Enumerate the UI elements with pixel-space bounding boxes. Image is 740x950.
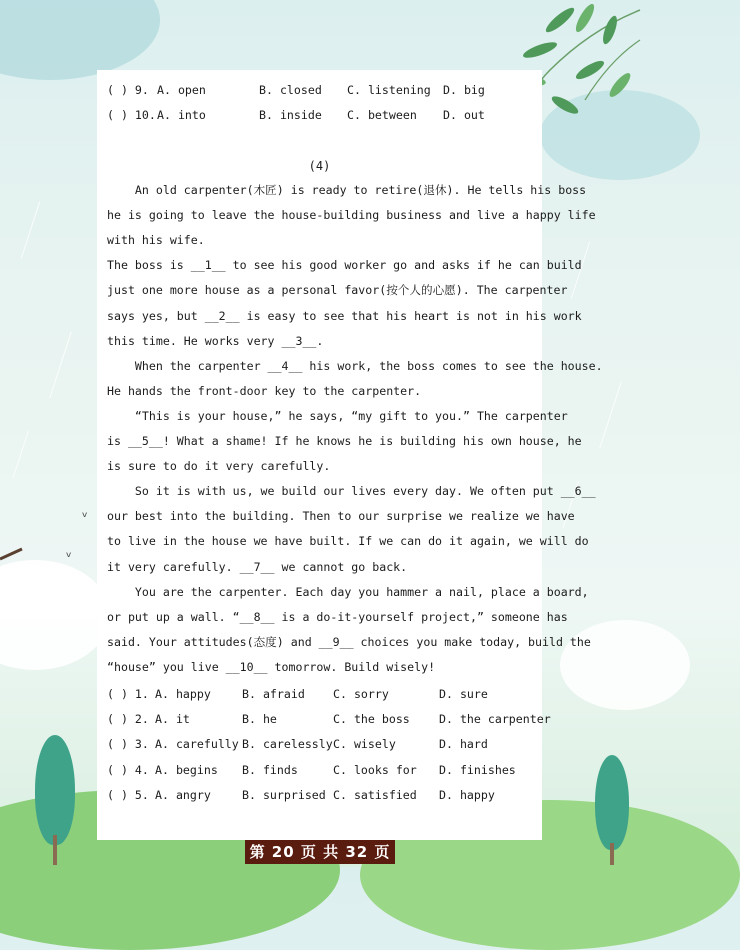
option-d: D. finishes [439,762,516,777]
option-b: B. finds [242,762,298,777]
rain-streak [12,431,28,479]
option-c: C. the boss [333,712,410,727]
option-a: A. it [155,712,190,727]
question-number: ( ) 4. [107,762,149,777]
option-a: A. angry [155,787,211,802]
rain-streak [21,201,40,258]
option-c: C. satisfied [333,787,417,802]
question-number: ( ) 2. [107,712,149,727]
option-b: B. closed [259,83,322,97]
option-c: C. wisely [333,737,396,752]
option-c: C. looks for [333,762,417,777]
option-d: D. big [443,83,485,97]
question-number: ( ) 1. [107,687,149,701]
option-b: B. inside [259,108,322,122]
option-b: B. carelessly [242,737,333,752]
option-d: D. the carpenter [439,712,551,727]
passage-line: “house” you live __10__ tomorrow. Build wisely! [107,659,436,674]
option-c: C. listening [347,83,431,97]
passage-line: He hands the front-door key to the carpenter. [107,383,422,398]
branch-illustration [0,545,30,565]
option-d: D. sure [439,687,488,701]
option-c: C. between [347,108,417,122]
passage-line: So it is with us, we build our lives every day. We often put __6__ [107,484,596,499]
tree-illustration [595,755,629,865]
passage-line: just one more house as a personal favor(按个人的心愿). The carpenter [107,283,568,298]
passage-line: is __5__! What a shame! If he knows he is building his own house, he [107,434,582,448]
rain-streak [49,332,72,399]
passage-line: “This is your house,” he says, “my gift to you.” The carpenter [107,408,568,423]
option-a: A. into [157,108,206,122]
question-number: ( ) 10. [107,108,156,122]
option-c: C. sorry [333,687,389,701]
question-number: ( ) 9. [107,83,149,97]
background-cloud [0,0,160,80]
option-a: A. carefully [155,737,239,752]
option-a: A. begins [155,762,218,777]
background-cloud [0,560,110,670]
worksheet-page [97,70,603,840]
page-footer: 第 20 页 共 32 页 [245,840,395,864]
passage-line: this time. He works very __3__. [107,333,324,348]
passage-line: with his wife. [107,233,205,248]
question-number: ( ) 3. [107,737,149,752]
passage-line: says yes, but __2__ is easy to see that his heart is not in his work [107,308,582,323]
question-number: ( ) 5. [107,787,149,802]
option-a: A. happy [155,687,211,701]
rain-streak [599,382,622,449]
option-d: D. out [443,108,485,122]
option-a: A. open [157,83,206,97]
option-d: D. happy [439,787,495,802]
passage-line: it very carefully. __7__ we cannot go back. [107,559,408,574]
passage-line: our best into the building. Then to our surprise we realize we have [107,509,575,524]
option-b: B. surprised [242,787,326,802]
passage-line: An old carpenter(木匠) is ready to retire(退休). He tells his boss [107,183,587,197]
bird-icon: ᵥ [66,545,72,561]
passage-line: is sure to do it very carefully. [107,459,331,474]
passage-line: The boss is __1__ to see his good worker go and asks if he can build [107,258,582,273]
passage-line: You are the carpenter. Each day you hammer a nail, place a board, [107,584,589,599]
option-b: B. he [242,712,277,727]
bird-icon: ᵥ [82,505,88,521]
tree-illustration [35,735,75,865]
option-d: D. hard [439,737,488,752]
background-cloud [560,620,690,710]
passage-line: said. Your attitudes(态度) and __9__ choices you make today, build the [107,634,591,649]
passage-line: When the carpenter __4__ his work, the boss comes to see the house. [107,358,603,373]
passage-line: to live in the house we have built. If we can do it again, we will do [107,534,589,549]
option-b: B. afraid [242,687,305,701]
passage-line: or put up a wall. “__8__ is a do-it-yourself project,” someone has [107,609,568,624]
passage-line: he is going to leave the house-building business and live a happy life [107,208,596,223]
section-title: (4) [308,159,331,173]
